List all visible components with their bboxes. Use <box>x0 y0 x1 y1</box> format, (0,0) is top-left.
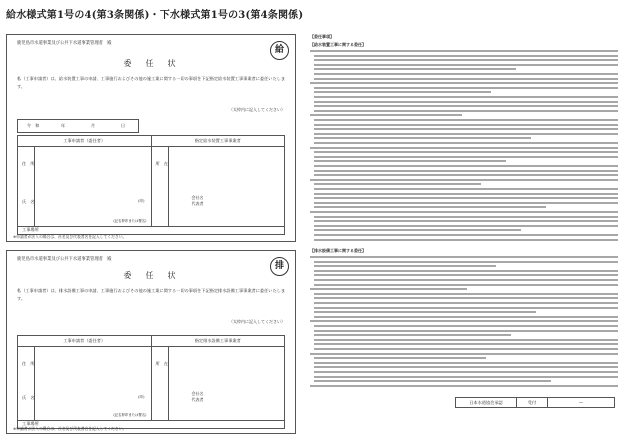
fine-print-line <box>314 270 618 272</box>
form-note: （太枠内に記入してください） <box>229 319 285 324</box>
fine-print-line <box>314 265 496 267</box>
fine-print-line <box>314 334 511 336</box>
notes-subheading-drainage: 【排水設備工事に関する委任】 <box>310 248 366 253</box>
fine-print-line <box>314 239 618 241</box>
applicant-column-header: 工事申請者（委任者） <box>63 138 106 144</box>
contractor-column-header: 指定排水設備工事事業者 <box>151 336 285 346</box>
fine-print-line <box>310 256 618 258</box>
address-label: 住 所 <box>22 161 35 166</box>
fine-print-line <box>314 225 618 227</box>
fine-print-line <box>314 142 618 144</box>
date-year-label: 年 <box>60 123 66 129</box>
fine-print-line <box>314 339 618 341</box>
fine-print-line <box>310 211 618 213</box>
fine-print-line <box>310 353 618 355</box>
seal-mark: (印) <box>138 395 145 399</box>
form-body-text: 私（工事申請者）は、排水設備工事の申請、工事施行およびその他の施工業に関する一切の事項を下記指定排水設備工事事業者に委任いたします。 <box>17 288 286 301</box>
fine-print-line <box>314 73 618 75</box>
form-footnote: ※申請者が法人の場合は、社名及び代表者名を記入してください。 <box>13 426 127 431</box>
construction-site-field[interactable]: 工事場所 <box>17 225 285 235</box>
name-label: 氏 名 <box>22 199 35 204</box>
fine-print-line <box>314 55 618 57</box>
fine-print-line <box>314 348 618 350</box>
contractor-fields[interactable] <box>151 147 285 226</box>
fine-print-line <box>314 376 618 378</box>
fine-print-line <box>314 110 618 112</box>
fine-print-line <box>310 320 618 322</box>
applicant-fields[interactable] <box>18 347 151 420</box>
form-heading: 委 任 状 <box>123 271 179 280</box>
fine-print-line <box>310 82 618 84</box>
fine-print-line <box>314 366 618 368</box>
fine-print-line <box>314 202 618 204</box>
fine-print-line <box>314 91 491 93</box>
applicant-fields[interactable] <box>18 147 151 226</box>
reception-stamp-box <box>455 397 615 408</box>
form-body-text: 私（工事申請者）は、給水装置工事の申請、工事施行およびその他の施工業に関する一切の事項を下記指定給水装置工事事業者に委任いたします。 <box>17 76 286 89</box>
fine-print-line <box>310 288 467 290</box>
form-footnote: ※申請者が法人の場合は、社名及び代表者名を記入してください。 <box>13 234 127 239</box>
fine-print-line <box>314 284 618 286</box>
party-table <box>17 335 285 421</box>
fine-print-line <box>314 78 618 80</box>
notes-heading: 【委任事項】 <box>310 34 334 39</box>
water-supply-mark-icon: 給 <box>270 41 289 60</box>
fine-print-line <box>314 160 506 162</box>
fine-print-line <box>314 119 618 121</box>
location-label: 所 在 <box>155 361 169 366</box>
fine-print-line <box>314 371 618 373</box>
fine-print-line <box>314 316 618 318</box>
water-supply-delegation-form <box>6 34 296 242</box>
fine-print-line <box>314 220 618 222</box>
fine-print-line <box>314 188 618 190</box>
construction-site-field[interactable]: 工事場所 <box>17 419 285 429</box>
fine-print-line <box>314 274 618 276</box>
form-addressee: 鹿児島市水道事業及び公共下水道事業管理者 殿 <box>17 257 112 262</box>
fine-print-line <box>314 151 618 153</box>
fine-print-line <box>314 170 618 172</box>
location-label: 所 在 <box>155 161 169 166</box>
fine-print-line <box>314 380 551 382</box>
date-era-label: 令 和 <box>26 123 40 129</box>
fine-print-line <box>310 114 462 116</box>
form-note: （太枠内に記入してください） <box>229 107 285 112</box>
fine-print-line <box>314 193 618 195</box>
fine-print-line <box>314 197 618 199</box>
fine-print-line <box>314 128 618 130</box>
drainage-mark-icon: 排 <box>270 257 289 276</box>
name-label: 氏 名 <box>22 395 35 400</box>
fine-print-line <box>310 385 618 387</box>
fine-print-line <box>314 206 546 208</box>
fine-print-line <box>314 137 531 139</box>
fine-print-line <box>314 96 618 98</box>
fine-print-line <box>314 279 618 281</box>
company-representative-label: 会社名 代表者 <box>191 391 204 402</box>
fine-print-line <box>314 362 618 364</box>
seal-mark: (印) <box>138 199 145 203</box>
terms-notes <box>310 34 624 394</box>
date-month-label: 月 <box>90 123 96 129</box>
fine-print-line <box>314 165 618 167</box>
address-label: 住 所 <box>22 361 35 366</box>
fine-print-line <box>314 156 618 158</box>
fine-print-line <box>314 124 618 126</box>
reception-label: 受付 <box>516 398 547 407</box>
fine-print-line <box>314 101 618 103</box>
stamp-note: (記名押印または署名) <box>113 218 147 223</box>
fine-print-line <box>310 147 618 149</box>
association-label: 日本水道協会承認 <box>469 399 503 405</box>
form-heading: 委 任 状 <box>123 59 179 68</box>
fine-print-line <box>314 330 618 332</box>
contractor-fields[interactable] <box>151 347 285 420</box>
fine-print-line <box>314 325 618 327</box>
fine-print-line <box>314 311 536 313</box>
fine-print-line <box>310 50 618 52</box>
company-representative-label: 会社名 代表者 <box>191 195 204 206</box>
notes-subheading-water: 【給水装置工事に関する委任】 <box>310 42 366 47</box>
contractor-column-header: 指定給水装置工事事業者 <box>151 136 285 146</box>
fine-print-line <box>310 179 618 181</box>
fine-print-line <box>314 87 618 89</box>
fine-print-line <box>314 234 618 236</box>
fine-print-line <box>314 343 618 345</box>
form-addressee: 鹿児島市水道事業及び公共下水道事業管理者 殿 <box>17 41 112 46</box>
drainage-delegation-form <box>6 250 296 434</box>
fine-print-line <box>314 297 618 299</box>
fine-print-line <box>314 302 618 304</box>
fine-print-line <box>314 261 618 263</box>
fine-print-line <box>314 229 521 231</box>
stamp-note: (記名押印または署名) <box>113 412 147 417</box>
fine-print-line <box>314 183 481 185</box>
reception-value: ― <box>547 398 614 407</box>
applicant-column-header: 工事申請者（委任者） <box>63 338 106 344</box>
fine-print-line <box>314 174 618 176</box>
fine-print-line <box>314 105 618 107</box>
fine-print-line <box>314 357 486 359</box>
fine-print-line <box>314 293 618 295</box>
party-table <box>17 135 285 227</box>
fine-print-line <box>314 64 618 66</box>
fine-print-line <box>314 68 516 70</box>
date-field[interactable] <box>17 119 139 133</box>
fine-print-line <box>314 307 618 309</box>
page-title: 給水様式第1号の4(第3条関係)・下水様式第1号の3(第4条関係) <box>6 10 304 21</box>
fine-print-line <box>314 59 618 61</box>
date-day-label: 日 <box>120 123 126 129</box>
fine-print-line <box>314 216 618 218</box>
fine-print-line <box>314 133 618 135</box>
